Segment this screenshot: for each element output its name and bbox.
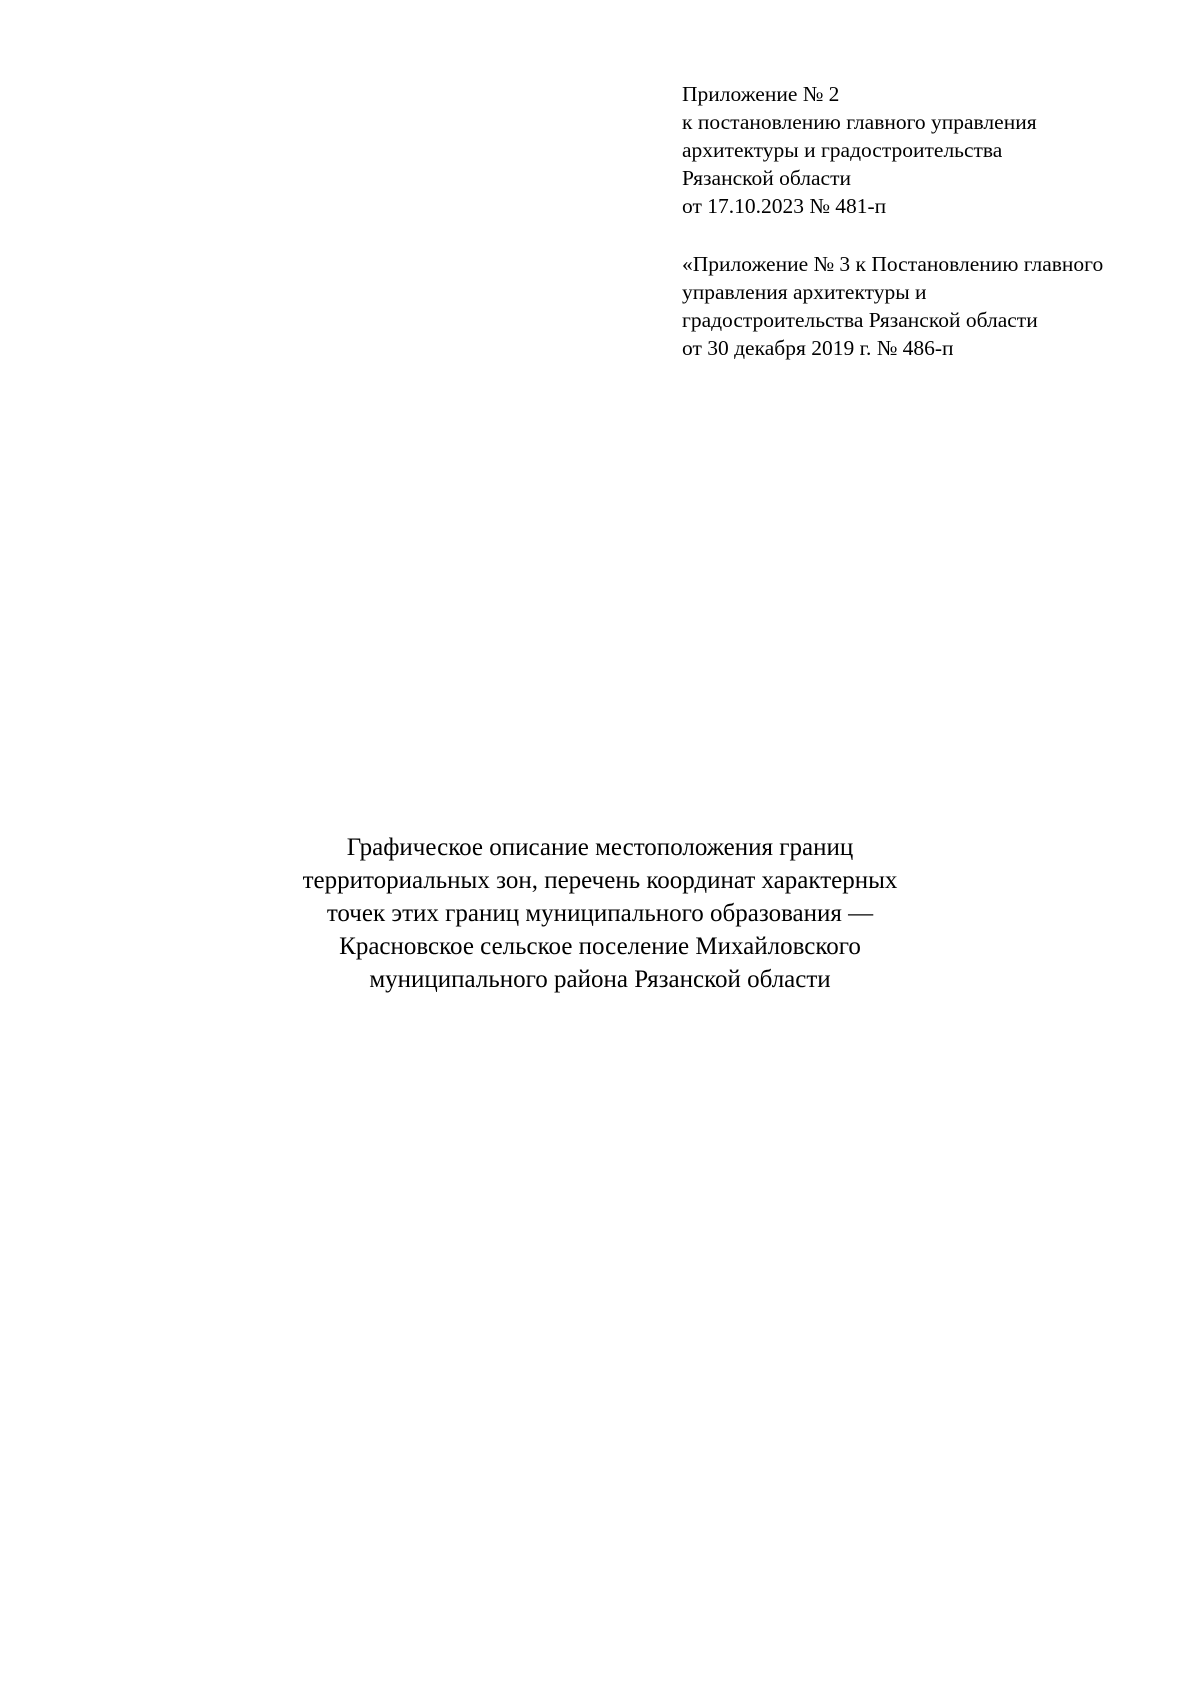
original-appendix-region: градостроительства Рязанской области xyxy=(682,308,1038,332)
title-line: Графическое описание местоположения границ xyxy=(346,834,854,861)
title-line: точек этих границ муниципального образования — xyxy=(326,900,874,927)
original-appendix-number: «Приложение № 3 к Постановлению главного xyxy=(682,252,1104,276)
appendix-resolution-ref: к постановлению главного управления xyxy=(682,110,1037,134)
original-appendix-date-number: от 30 декабря 2019 г. № 486-п xyxy=(682,336,954,360)
appendix-number: Приложение № 2 xyxy=(682,82,840,106)
title-line: Красновское сельское поселение Михайловского xyxy=(339,933,861,960)
original-appendix-department: управления архитектуры и xyxy=(682,280,927,304)
appendix-region: Рязанской области xyxy=(682,166,851,190)
appendix-department: архитектуры и градостроительства xyxy=(682,138,1003,162)
document-title xyxy=(200,831,1000,996)
original-appendix-header xyxy=(682,250,1182,362)
appendix-header xyxy=(682,80,1182,220)
title-line: муниципального района Рязанской области xyxy=(369,966,831,993)
title-line: территориальных зон, перечень координат характерных xyxy=(302,867,898,894)
appendix-date-number: от 17.10.2023 № 481-п xyxy=(682,194,887,218)
